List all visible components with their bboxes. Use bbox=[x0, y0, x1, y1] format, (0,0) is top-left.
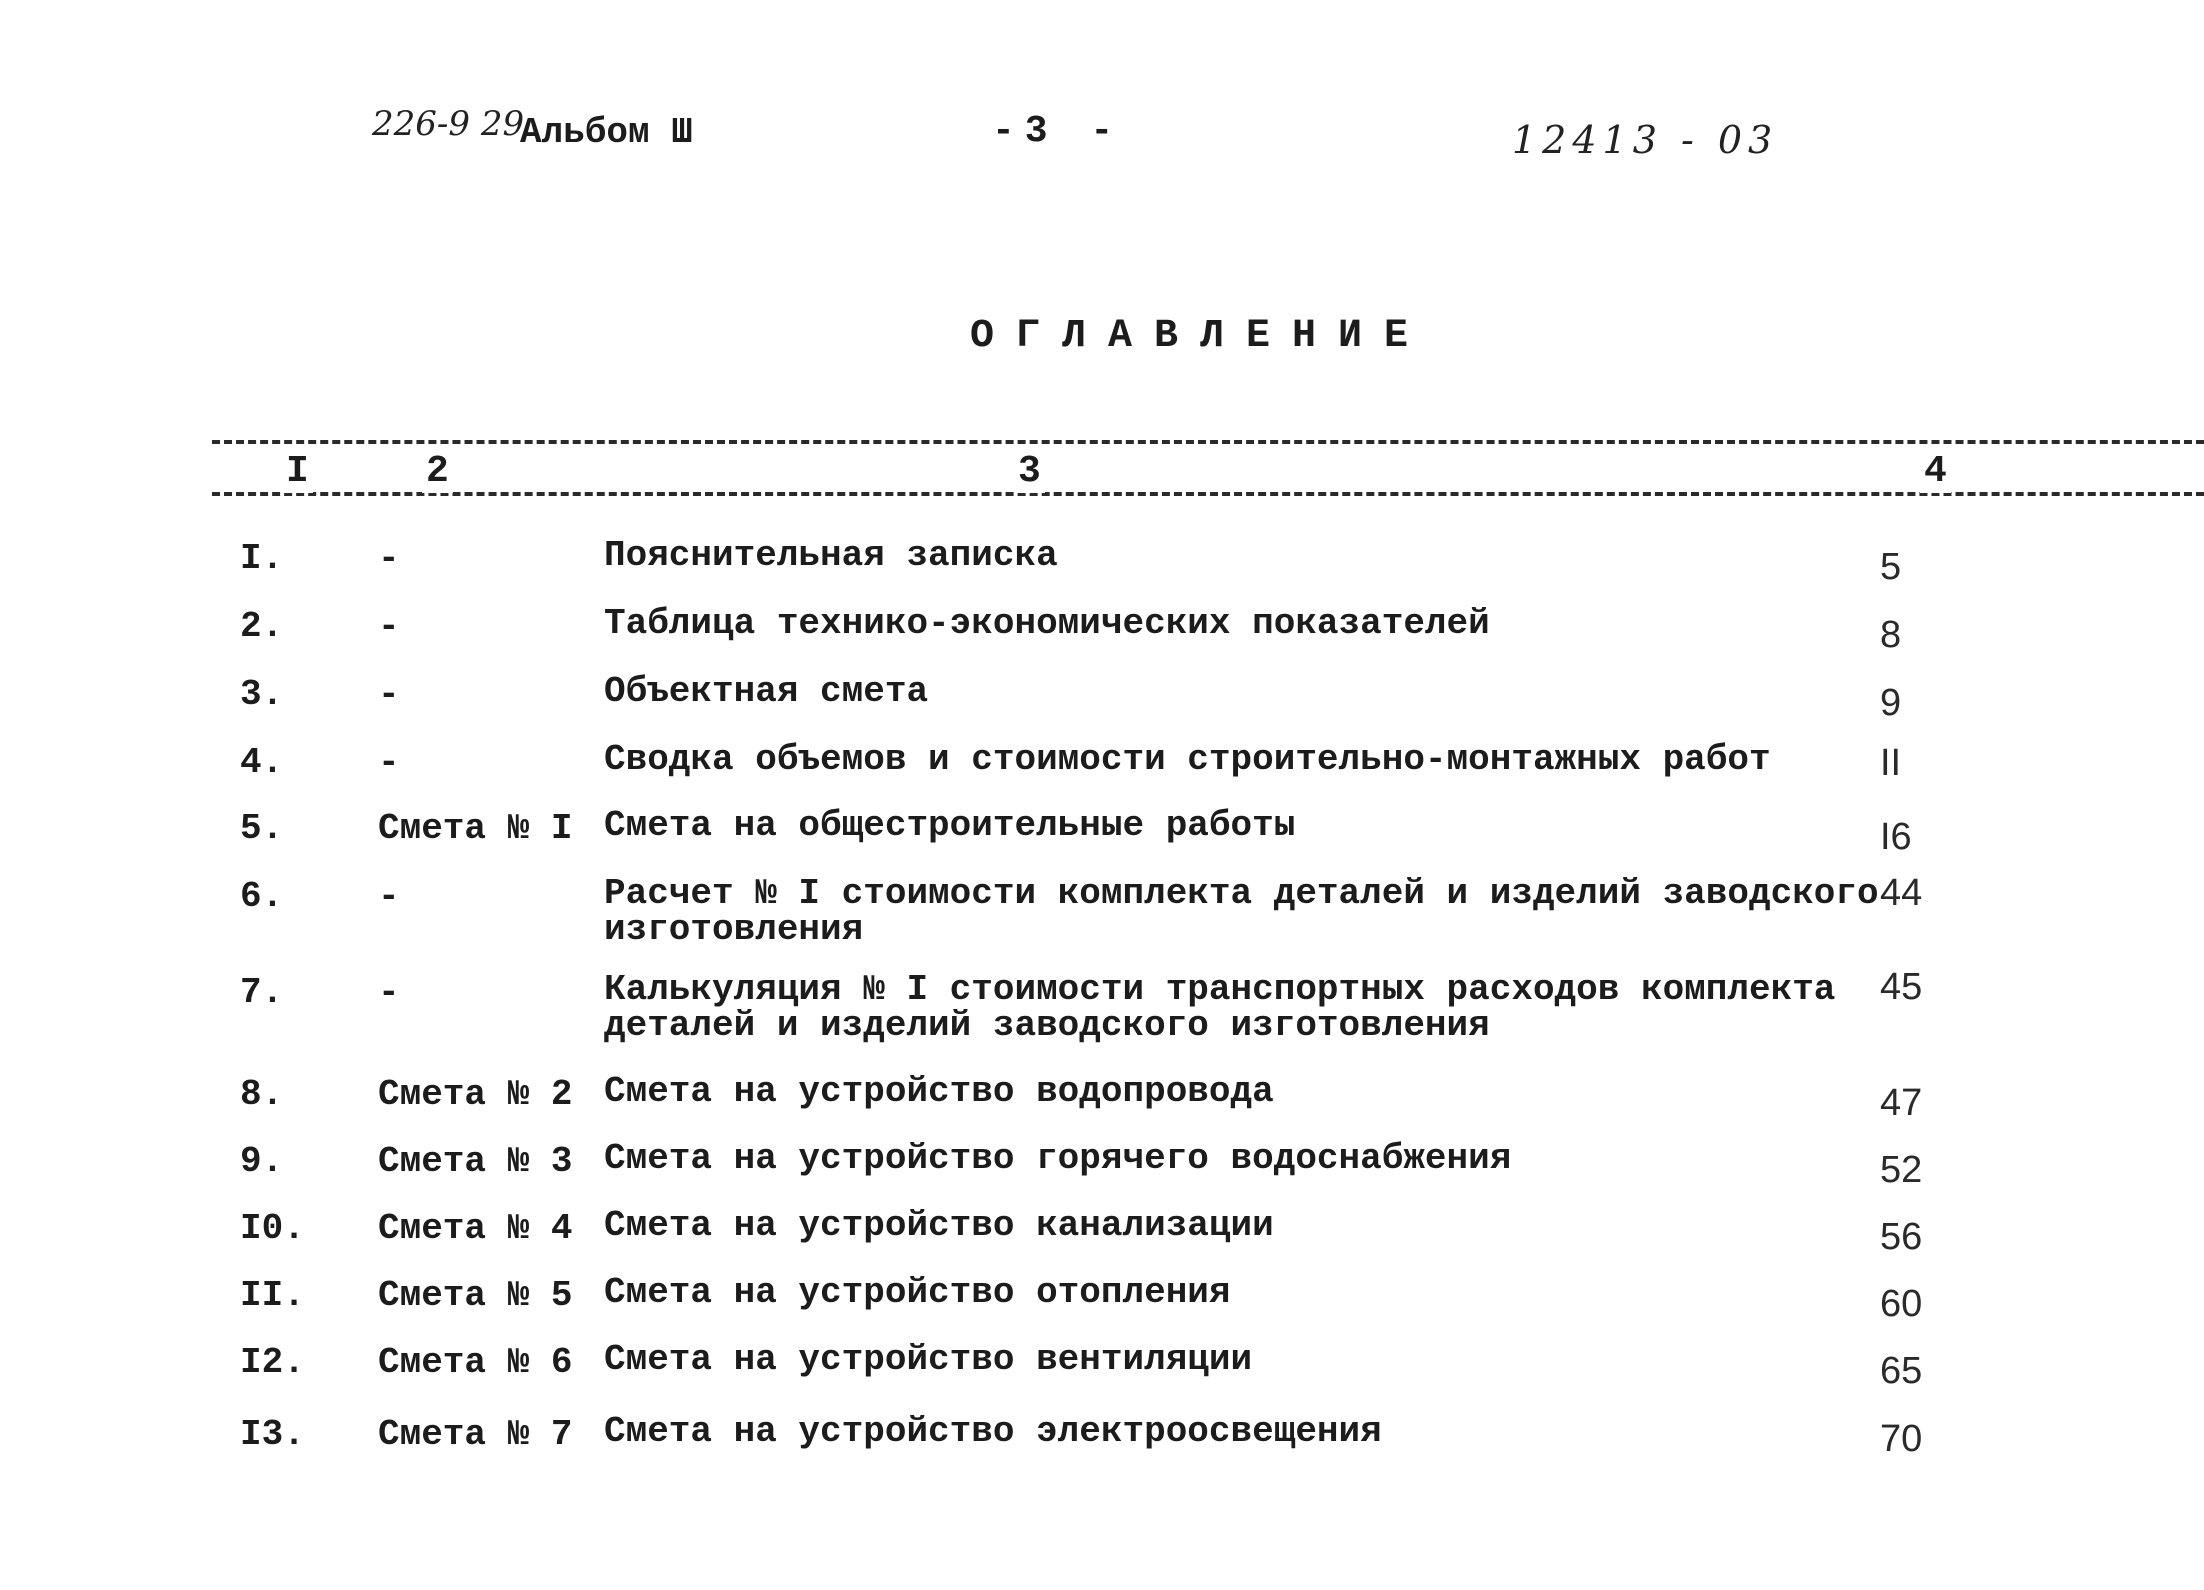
toc-row-title: Смета на общестроительные работы bbox=[604, 805, 1296, 846]
toc-row-number: 8. bbox=[240, 1074, 284, 1115]
toc-row-title: Объектная смета bbox=[604, 671, 929, 712]
toc-row-page: II bbox=[1880, 742, 1902, 784]
toc-row-number: 7. bbox=[240, 972, 284, 1013]
toc-row-estimate-ref: - bbox=[378, 538, 400, 579]
toc-row-page: I6 bbox=[1880, 816, 1912, 858]
toc-row-number: II. bbox=[240, 1275, 305, 1316]
page-number: -3 - bbox=[992, 110, 1124, 153]
toc-row-page: 44 bbox=[1880, 872, 1923, 914]
toc-row-estimate-ref: Смета № 5 bbox=[378, 1275, 573, 1316]
toc-row-page: 5 bbox=[1880, 546, 1902, 588]
toc-row-number: 4. bbox=[240, 742, 284, 783]
album-label: Альбом Ш bbox=[520, 112, 693, 153]
toc-row-title: Пояснительная записка bbox=[604, 535, 1058, 576]
table-header-rule-top bbox=[212, 440, 2204, 444]
toc-row-title: Смета на устройство канализации bbox=[604, 1205, 1274, 1246]
toc-row-estimate-ref: Смета № 3 bbox=[378, 1141, 573, 1182]
toc-row-page: 45 bbox=[1880, 966, 1923, 1008]
toc-row-page: 60 bbox=[1880, 1283, 1923, 1325]
toc-row-page: 56 bbox=[1880, 1216, 1923, 1258]
toc-row-estimate-ref: Смета № I bbox=[378, 808, 573, 849]
toc-row-number: I0. bbox=[240, 1208, 305, 1249]
toc-row-title-continued: изготовления bbox=[604, 909, 864, 950]
toc-row-estimate-ref: - bbox=[378, 606, 400, 647]
toc-row-page: 52 bbox=[1880, 1149, 1923, 1191]
toc-row-estimate-ref: - bbox=[378, 876, 400, 917]
toc-row-title: Смета на устройство вентиляции bbox=[604, 1339, 1253, 1380]
toc-row-estimate-ref: Смета № 2 bbox=[378, 1074, 573, 1115]
column-header-3: 3 bbox=[1014, 450, 1045, 493]
page-title: ОГЛАВЛЕНИЕ bbox=[970, 314, 1431, 359]
toc-row-estimate-ref: - bbox=[378, 972, 400, 1013]
toc-row-estimate-ref: Смета № 6 bbox=[378, 1342, 573, 1383]
toc-row-number: I3. bbox=[240, 1414, 305, 1455]
toc-row-title: Калькуляция № I стоимости транспортных расходов комплекта bbox=[604, 969, 1836, 1010]
toc-row-estimate-ref: - bbox=[378, 674, 400, 715]
toc-row-number: I. bbox=[240, 538, 284, 579]
toc-row-estimate-ref: - bbox=[378, 742, 400, 783]
toc-row-estimate-ref: Смета № 4 bbox=[378, 1208, 573, 1249]
toc-row-estimate-ref: Смета № 7 bbox=[378, 1414, 573, 1455]
toc-row-page: 9 bbox=[1880, 682, 1902, 724]
toc-row-number: 6. bbox=[240, 876, 284, 917]
toc-row-number: 2. bbox=[240, 606, 284, 647]
column-header-1: I bbox=[282, 450, 313, 493]
toc-row-title-continued: деталей и изделий заводского изготовления bbox=[604, 1005, 1490, 1046]
toc-row-number: 5. bbox=[240, 808, 284, 849]
toc-row-title: Смета на устройство электроосвещения bbox=[604, 1411, 1382, 1452]
toc-row-title: Смета на устройство отопления bbox=[604, 1272, 1231, 1313]
column-header-4: 4 bbox=[1920, 450, 1951, 493]
toc-row-page: 47 bbox=[1880, 1082, 1923, 1124]
album-prefix-handwritten: 226-9 29 bbox=[372, 104, 525, 144]
toc-row-title: Сводка объемов и стоимости строительно-монтажных работ bbox=[604, 739, 1771, 780]
toc-row-title: Расчет № I стоимости комплекта деталей и изделий заводского bbox=[604, 873, 1879, 914]
toc-row-page: 65 bbox=[1880, 1350, 1923, 1392]
document-code-handwritten: 12413 - 03 bbox=[1512, 118, 1779, 162]
toc-row-number: 9. bbox=[240, 1141, 284, 1182]
toc-row-page: 8 bbox=[1880, 614, 1902, 656]
toc-row-page: 70 bbox=[1880, 1418, 1923, 1460]
column-header-2: 2 bbox=[422, 450, 453, 493]
toc-row-number: 3. bbox=[240, 674, 284, 715]
toc-row-number: I2. bbox=[240, 1342, 305, 1383]
toc-row-title: Смета на устройство водопровода bbox=[604, 1071, 1274, 1112]
toc-row-title: Таблица технико-экономических показателей bbox=[604, 603, 1490, 644]
toc-row-title: Смета на устройство горячего водоснабжения bbox=[604, 1138, 1512, 1179]
table-header-rule-bottom bbox=[212, 492, 2204, 496]
